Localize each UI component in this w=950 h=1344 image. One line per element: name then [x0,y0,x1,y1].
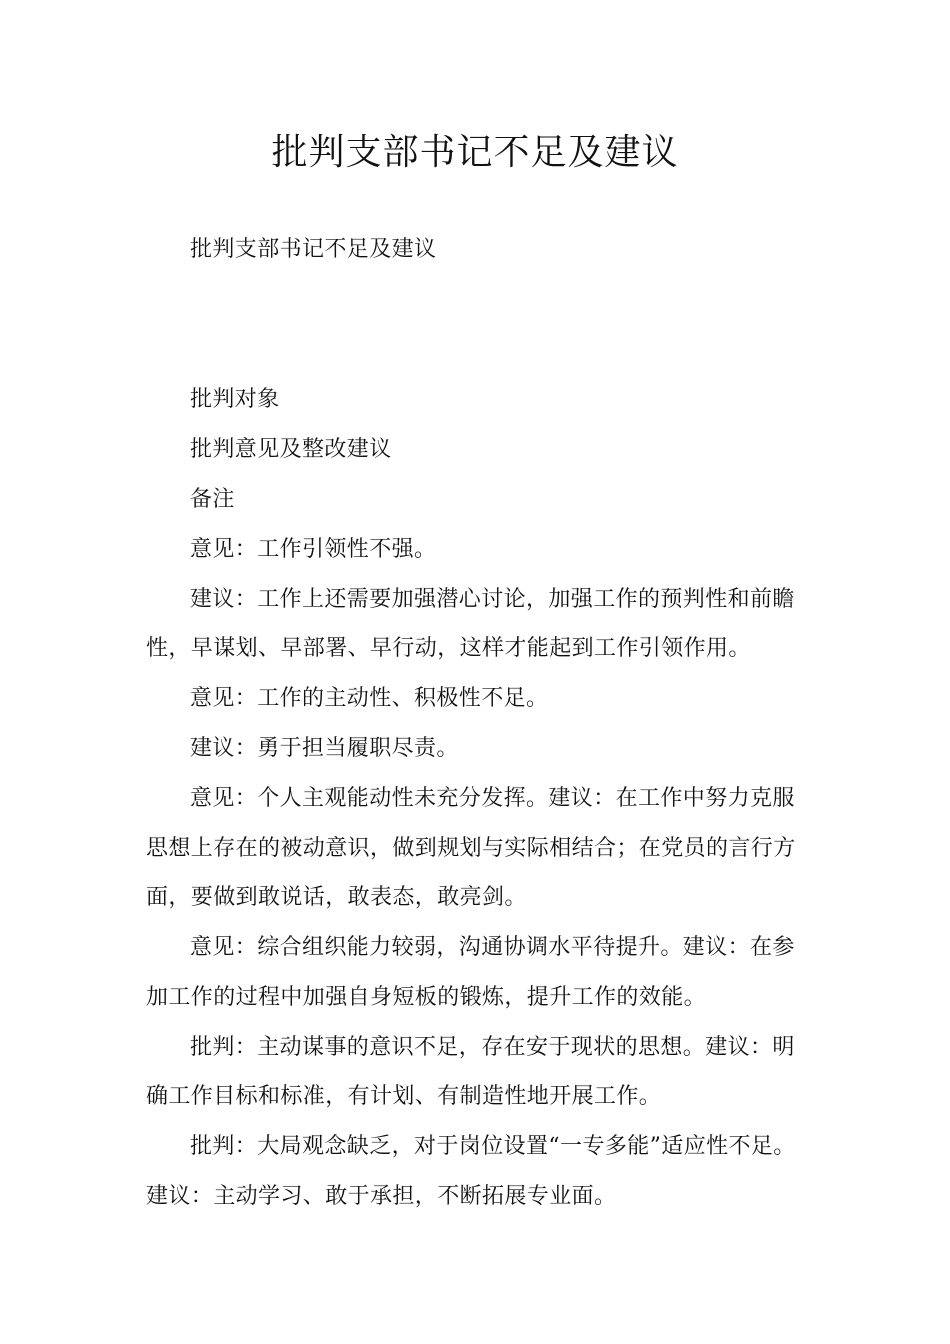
paragraph-line: 加工作的过程中加强自身短板的锻炼，提升工作的效能。 [146,985,707,1010]
paragraph-line: 意见：工作的主动性、积极性不足。 [190,686,549,711]
paragraph-line: 性，早谋划、早部署、早行动，这样才能起到工作引领作用。 [146,636,751,661]
document-title: 批判支部书记不足及建议 [271,132,679,173]
header-remarks: 备注 [190,487,235,512]
paragraph-line: 建议：主动学习、敢于承担，不断拓展专业面。 [146,1184,617,1209]
header-opinion: 批判意见及整改建议 [190,437,392,462]
paragraph-line: 面，要做到敢说话，敢表态，敢亮剑。 [146,885,527,910]
paragraph-line: 确工作目标和标准，有计划、有制造性地开展工作。 [146,1084,662,1109]
paragraph-line: 思想上存在的被动意识，做到规划与实际相结合；在党员的言行方 [146,836,796,861]
paragraph-line: 批判：大局观念缺乏，对于岗位设置“一专多能”适应性不足。 [190,1134,796,1159]
document-subtitle: 批判支部书记不足及建议 [190,237,437,262]
paragraph-line: 建议：勇于担当履职尽责。 [190,736,459,761]
paragraph-line: 意见：工作引领性不强。 [190,537,437,562]
header-target: 批判对象 [190,387,280,412]
paragraph-line: 意见：综合组织能力较弱，沟通协调水平待提升。建议：在参 [190,935,795,960]
paragraph-line: 批判：主动谋事的意识不足，存在安于现状的思想。建议：明 [190,1035,795,1060]
paragraph-line: 意见：个人主观能动性未充分发挥。建议：在工作中努力克服 [190,786,795,811]
paragraph-line: 建议：工作上还需要加强潜心讨论，加强工作的预判性和前瞻 [190,587,795,612]
